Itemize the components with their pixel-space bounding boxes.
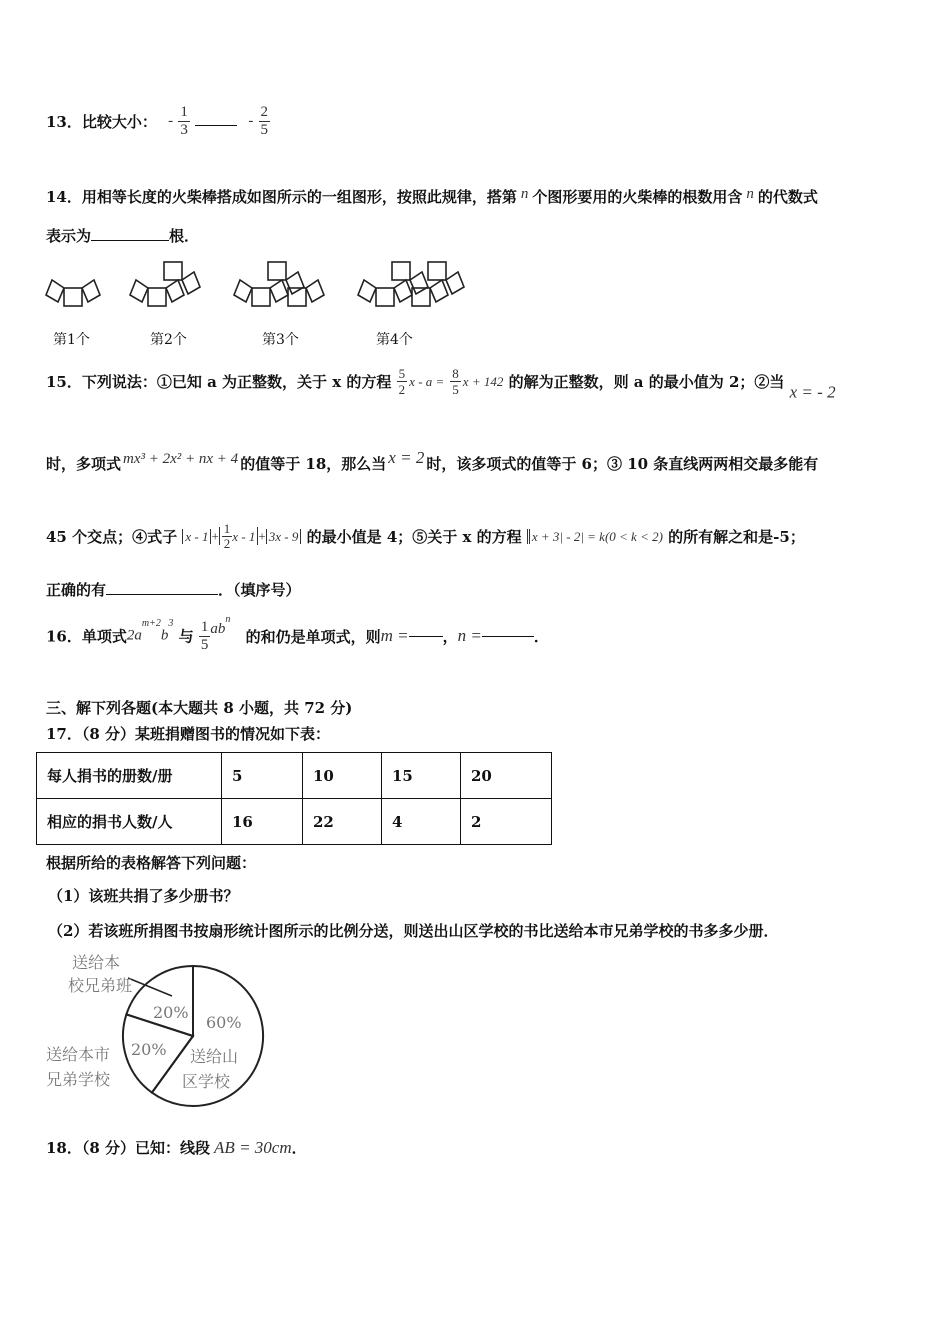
q14-line1: 14．用相等长度的火柴棒搭成如图所示的一组图形，按照此规律，搭第 n 个图形要用的火柴棒的根数用含 n 的代数式 (46, 186, 818, 206)
q13 (46, 104, 270, 139)
q16-frac: $\frac{1}{5}$ (200, 618, 209, 653)
section-3-heading: 三、解下列各题(本大题共 8 小题，共 72 分) (46, 699, 353, 717)
q17-sub2: （2）若该班所捐图书按扇形统计图所示的比例分送，则送出山区学校的书比送给本市兄弟学校的书多多少册． (48, 922, 779, 940)
q15-eq-frac2: $\frac{8}{5}$ (452, 366, 459, 397)
q14-blank[interactable] (91, 240, 169, 241)
matchstick-figure-3 (234, 262, 324, 306)
q16-m-blank[interactable] (409, 636, 443, 637)
pie-label-city-2: 兄弟学校 (46, 1070, 111, 1089)
q17-prompt: 根据所给的表格解答下列问题： (46, 854, 257, 872)
q13-text: 13．比较大小： (46, 113, 157, 131)
matchstick-figure-4 (358, 262, 464, 306)
pie-pct-school-class: 20% (153, 1003, 189, 1022)
figure-label-3: 第3个 (262, 332, 299, 348)
q15-eq-frac1: $\frac{5}{2}$ (398, 366, 406, 397)
pie-chart (40, 948, 300, 1118)
q14-line2: 表示为 根． (46, 227, 200, 245)
q13-neg1: - (168, 113, 174, 129)
q13-frac2: $\frac{2}{5}$ (260, 104, 269, 138)
matchstick-figure-2 (130, 262, 200, 306)
q13-frac1: $\frac{1}{3}$ (180, 104, 188, 138)
pie-label-school-class-2: 校兄弟班 (68, 976, 133, 995)
pie-label-school-class-1: 送给本 (72, 953, 121, 972)
pie-pct-mountain: 60% (206, 1013, 242, 1032)
matchstick-figures (44, 260, 484, 330)
figure-label-2: 第2个 (150, 332, 187, 348)
q16: 16．单项式$2a^{m+2}b^3$ 与 $\frac{1}{5}$ $ab^n$ 的和仍是单项式，则m = ，n = ． (46, 614, 549, 653)
q15-line4: 正确的有 ．（填序号） (46, 581, 301, 599)
q13-blank[interactable] (195, 125, 237, 126)
table-row: 相应的捐书人数/人 16 22 4 2 (37, 799, 552, 845)
q18: 18．（8 分）已知：线段 AB = 30cm． (46, 1138, 307, 1157)
q15-abs2: $\frac{1}{2}$ x - 1 (219, 527, 259, 545)
q17-sub1: （1）该班共捐了多少册书？ (48, 887, 239, 905)
figure-label-1: 第1个 (53, 332, 90, 348)
q13-neg2: - (248, 113, 254, 129)
q16-n-blank[interactable] (482, 636, 534, 637)
q17-title: 17．（8 分）某班捐赠图书的情况如下表： (46, 725, 331, 743)
pie-label-city-1: 送给本市 (46, 1045, 111, 1064)
figure-label-4: 第4个 (376, 332, 413, 348)
q15-line3: 45 个交点；④式子 x - 1 + $\frac{1}{2}$ x - 1 + 3x - 9 的最小值是 4；⑤关于 x 的方程 x + 3| - 2| = k(0 < k < 2) 的所有解之和是-5； (46, 521, 805, 551)
donation-table (36, 752, 552, 845)
pie-label-mountain-1: 送给山 (190, 1047, 239, 1066)
pie-pct-city: 20% (131, 1040, 167, 1059)
matchstick-figure-1 (46, 280, 100, 306)
pie-label-mountain-2: 区学校 (182, 1072, 231, 1091)
q15-blank[interactable] (106, 594, 218, 595)
q15-line2: 时，多项式 mx³ + 2x² + nx + 4 的值等于 18，那么当 x = 2 时，该多项式的值等于 6；③ 10 条直线两两相交最多能有 (46, 448, 819, 473)
table-row: 每人捐书的册数/册 5 10 15 20 (37, 753, 552, 799)
q15-line1: 15．下列说法：①已知 a 为正整数，关于 x 的方程 $\frac{5}{2}$ x - a = $\frac{8}{5}$ x + 142 的解为正整数，则 a 的最小值为 2；②当 x = - 2 (46, 366, 836, 402)
